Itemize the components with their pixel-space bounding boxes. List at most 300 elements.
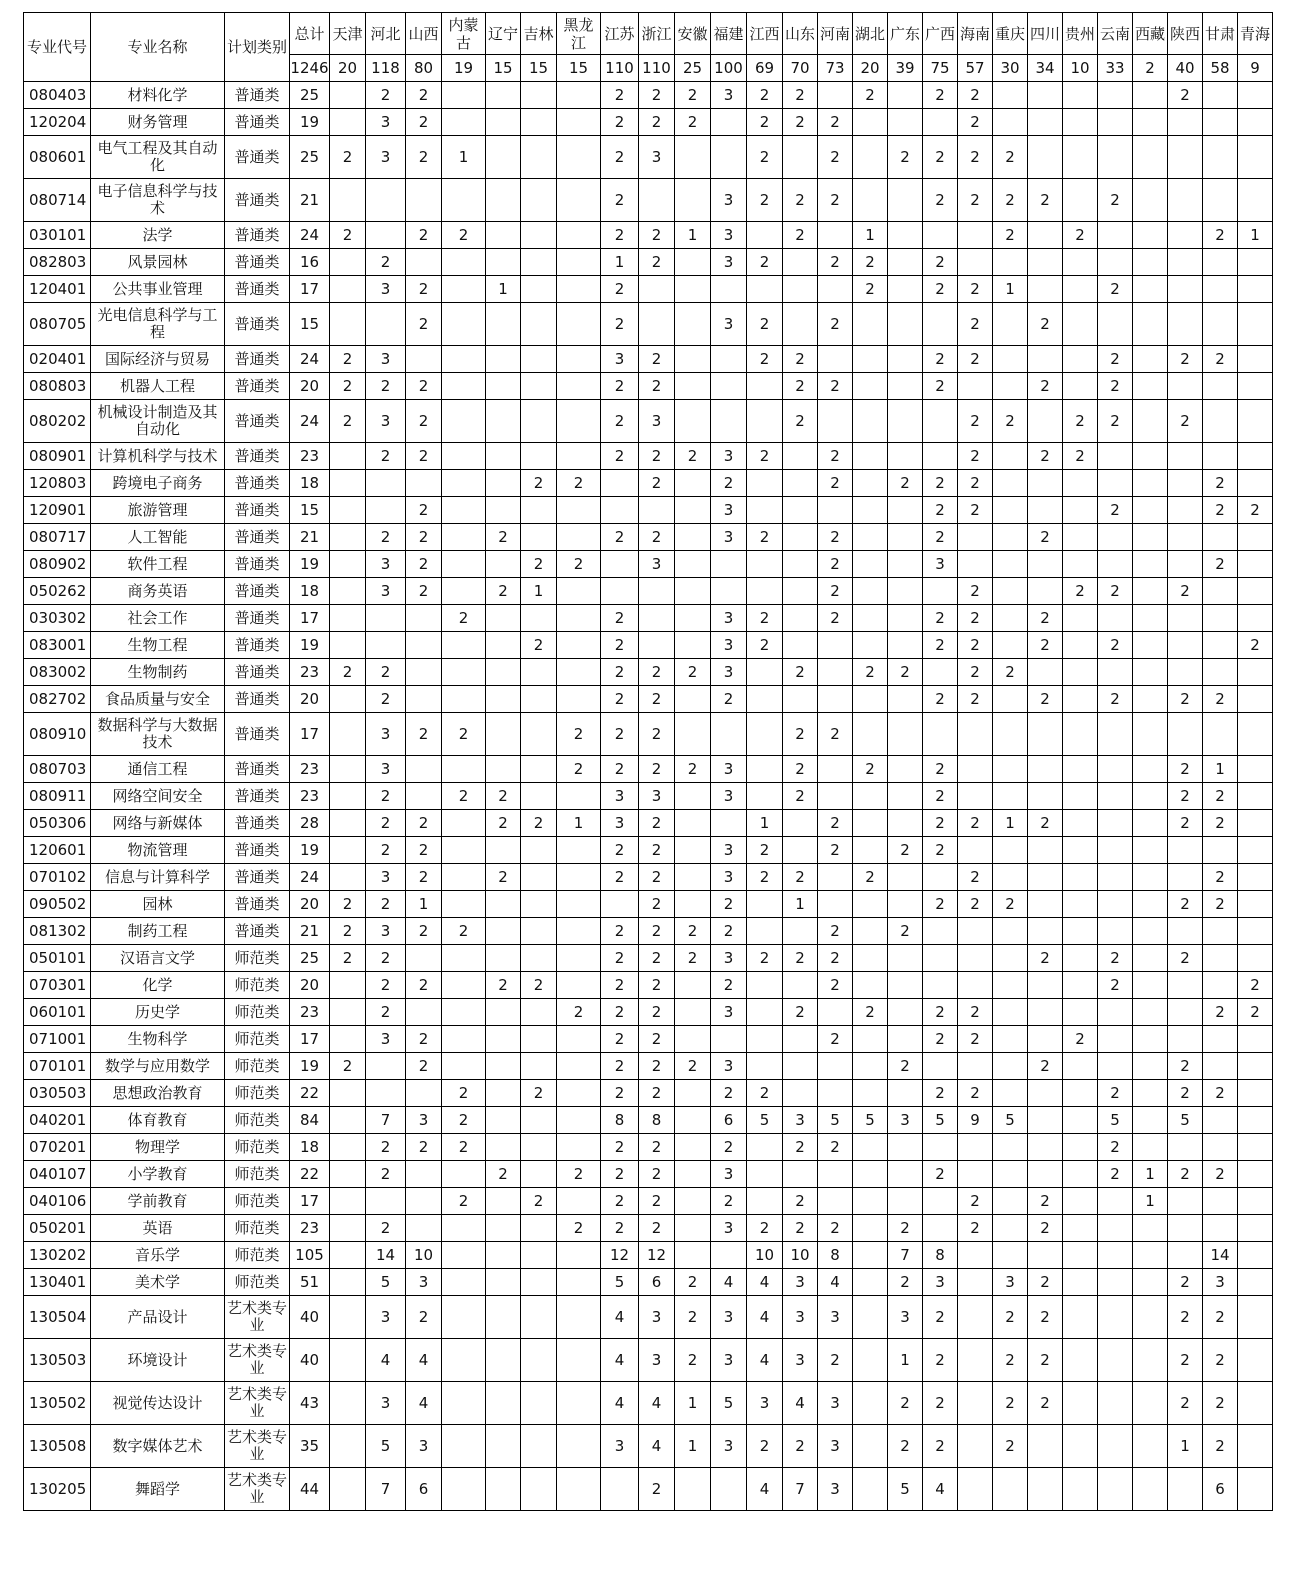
province-count-cell bbox=[853, 1188, 888, 1215]
province-count-cell: 2 bbox=[639, 945, 675, 972]
province-count-cell bbox=[1133, 82, 1168, 109]
province-count-cell: 4 bbox=[747, 1468, 783, 1511]
province-count-cell: 2 bbox=[557, 713, 601, 756]
category-cell: 普通类 bbox=[225, 82, 290, 109]
province-count-cell: 2 bbox=[639, 891, 675, 918]
province-count-cell: 2 bbox=[1028, 303, 1063, 346]
province-count-cell: 12 bbox=[639, 1242, 675, 1269]
province-count-cell bbox=[783, 810, 818, 837]
province-count-cell bbox=[747, 1188, 783, 1215]
province-count-cell bbox=[958, 1339, 993, 1382]
province-count-cell bbox=[330, 82, 366, 109]
province-count-cell bbox=[853, 837, 888, 864]
province-count-cell bbox=[1063, 659, 1098, 686]
province-count-cell bbox=[330, 470, 366, 497]
province-count-cell bbox=[1063, 524, 1098, 551]
province-count-cell bbox=[1133, 1468, 1168, 1511]
province-count-cell bbox=[1098, 443, 1133, 470]
province-count-cell bbox=[521, 1053, 557, 1080]
province-count-cell bbox=[1028, 551, 1063, 578]
province-count-cell: 2 bbox=[601, 999, 639, 1026]
province-count-cell: 2 bbox=[783, 179, 818, 222]
province-count-cell: 8 bbox=[818, 1242, 853, 1269]
header-province: 河北 bbox=[366, 13, 406, 55]
province-count-cell: 2 bbox=[958, 82, 993, 109]
province-count-cell bbox=[1063, 109, 1098, 136]
province-count-cell bbox=[993, 783, 1028, 810]
category-cell: 普通类 bbox=[225, 578, 290, 605]
table-row bbox=[24, 1080, 1273, 1107]
province-count-cell bbox=[1098, 756, 1133, 783]
province-count-cell bbox=[747, 686, 783, 713]
province-count-cell bbox=[406, 686, 442, 713]
province-count-cell bbox=[783, 972, 818, 999]
province-count-cell: 2 bbox=[923, 524, 958, 551]
province-count-cell bbox=[888, 179, 923, 222]
province-count-cell bbox=[406, 470, 442, 497]
province-count-cell bbox=[1063, 82, 1098, 109]
province-count-cell bbox=[853, 497, 888, 524]
province-count-cell: 2 bbox=[1028, 605, 1063, 632]
major-name-cell: 网络空间安全 bbox=[91, 783, 225, 810]
province-count-cell bbox=[853, 179, 888, 222]
province-count-cell bbox=[1238, 1382, 1273, 1425]
province-count-cell: 3 bbox=[639, 783, 675, 810]
province-count-cell: 2 bbox=[1063, 1026, 1098, 1053]
province-count-cell bbox=[1063, 497, 1098, 524]
province-count-cell: 8 bbox=[639, 1107, 675, 1134]
province-count-cell: 3 bbox=[711, 864, 747, 891]
province-count-cell: 10 bbox=[747, 1242, 783, 1269]
province-count-cell bbox=[1028, 109, 1063, 136]
province-count-cell: 2 bbox=[601, 605, 639, 632]
total-cell: 19 bbox=[290, 1053, 330, 1080]
province-count-cell bbox=[1133, 524, 1168, 551]
province-count-cell: 2 bbox=[521, 972, 557, 999]
table-row bbox=[24, 346, 1273, 373]
province-count-cell: 3 bbox=[366, 1026, 406, 1053]
province-count-cell: 4 bbox=[601, 1339, 639, 1382]
province-count-cell bbox=[675, 470, 711, 497]
province-count-cell bbox=[853, 605, 888, 632]
province-count-cell bbox=[783, 632, 818, 659]
province-count-cell bbox=[406, 1215, 442, 1242]
province-count-cell bbox=[1098, 303, 1133, 346]
province-count-cell: 2 bbox=[1203, 1080, 1238, 1107]
province-count-cell: 2 bbox=[406, 1026, 442, 1053]
province-count-cell bbox=[1238, 1269, 1273, 1296]
province-count-cell bbox=[521, 1242, 557, 1269]
province-count-cell: 2 bbox=[639, 999, 675, 1026]
major-name-cell: 音乐学 bbox=[91, 1242, 225, 1269]
province-count-cell: 2 bbox=[1098, 1134, 1133, 1161]
province-count-cell bbox=[1028, 222, 1063, 249]
province-count-cell bbox=[557, 179, 601, 222]
province-quota: 110 bbox=[639, 55, 675, 82]
province-quota: 69 bbox=[747, 55, 783, 82]
province-count-cell bbox=[330, 1161, 366, 1188]
province-count-cell: 2 bbox=[747, 837, 783, 864]
category-cell: 普通类 bbox=[225, 783, 290, 810]
province-count-cell bbox=[1133, 713, 1168, 756]
total-cell: 20 bbox=[290, 373, 330, 400]
province-count-cell: 2 bbox=[818, 179, 853, 222]
province-count-cell bbox=[1238, 686, 1273, 713]
province-count-cell: 2 bbox=[783, 1188, 818, 1215]
province-count-cell bbox=[675, 276, 711, 303]
province-count-cell: 3 bbox=[711, 756, 747, 783]
category-cell: 师范类 bbox=[225, 1161, 290, 1188]
header-province: 天津 bbox=[330, 13, 366, 55]
province-count-cell bbox=[1028, 864, 1063, 891]
province-count-cell bbox=[1098, 999, 1133, 1026]
province-count-cell bbox=[486, 605, 521, 632]
table-row bbox=[24, 891, 1273, 918]
province-count-cell: 2 bbox=[923, 1026, 958, 1053]
province-count-cell bbox=[557, 1080, 601, 1107]
province-count-cell: 5 bbox=[993, 1107, 1028, 1134]
province-count-cell: 3 bbox=[711, 837, 747, 864]
major-code-cell: 080902 bbox=[24, 551, 91, 578]
major-name-cell: 物流管理 bbox=[91, 837, 225, 864]
province-count-cell bbox=[639, 497, 675, 524]
province-count-cell: 2 bbox=[486, 1161, 521, 1188]
province-count-cell bbox=[675, 1080, 711, 1107]
province-count-cell bbox=[1063, 276, 1098, 303]
province-count-cell: 2 bbox=[711, 891, 747, 918]
province-count-cell bbox=[1098, 1425, 1133, 1468]
province-count-cell: 2 bbox=[366, 249, 406, 276]
major-name-cell: 汉语言文学 bbox=[91, 945, 225, 972]
table-row bbox=[24, 918, 1273, 945]
province-count-cell: 2 bbox=[1168, 945, 1203, 972]
province-count-cell: 3 bbox=[747, 1382, 783, 1425]
province-count-cell: 2 bbox=[1203, 1425, 1238, 1468]
province-count-cell bbox=[675, 249, 711, 276]
total-cell: 20 bbox=[290, 891, 330, 918]
province-count-cell: 3 bbox=[711, 1296, 747, 1339]
province-count-cell: 4 bbox=[639, 1382, 675, 1425]
province-count-cell bbox=[1028, 1242, 1063, 1269]
province-count-cell bbox=[1028, 918, 1063, 945]
province-count-cell: 2 bbox=[1168, 1080, 1203, 1107]
province-count-cell bbox=[1203, 972, 1238, 999]
province-count-cell bbox=[1028, 276, 1063, 303]
province-count-cell: 2 bbox=[330, 346, 366, 373]
province-count-cell bbox=[993, 109, 1028, 136]
province-count-cell: 2 bbox=[601, 918, 639, 945]
province-count-cell: 2 bbox=[1203, 470, 1238, 497]
province-count-cell bbox=[1063, 918, 1098, 945]
province-count-cell: 2 bbox=[639, 918, 675, 945]
province-count-cell bbox=[486, 497, 521, 524]
province-count-cell bbox=[1238, 109, 1273, 136]
major-code-cell: 120601 bbox=[24, 837, 91, 864]
province-count-cell bbox=[557, 891, 601, 918]
province-count-cell: 1 bbox=[486, 276, 521, 303]
province-count-cell bbox=[521, 1296, 557, 1339]
category-cell: 普通类 bbox=[225, 373, 290, 400]
province-count-cell bbox=[1238, 276, 1273, 303]
province-count-cell bbox=[1098, 249, 1133, 276]
province-count-cell: 2 bbox=[639, 249, 675, 276]
province-count-cell: 2 bbox=[601, 659, 639, 686]
province-count-cell bbox=[993, 249, 1028, 276]
province-count-cell bbox=[1063, 1425, 1098, 1468]
province-count-cell bbox=[993, 443, 1028, 470]
province-count-cell bbox=[486, 1080, 521, 1107]
province-count-cell bbox=[557, 1468, 601, 1511]
province-count-cell: 2 bbox=[993, 400, 1028, 443]
province-count-cell bbox=[993, 756, 1028, 783]
province-count-cell bbox=[1203, 249, 1238, 276]
table-row bbox=[24, 222, 1273, 249]
major-name-cell: 商务英语 bbox=[91, 578, 225, 605]
province-count-cell bbox=[442, 551, 486, 578]
major-name-cell: 软件工程 bbox=[91, 551, 225, 578]
province-count-cell: 2 bbox=[923, 1425, 958, 1468]
major-code-cell: 080705 bbox=[24, 303, 91, 346]
table-row bbox=[24, 756, 1273, 783]
province-count-cell: 2 bbox=[557, 1215, 601, 1242]
province-count-cell bbox=[818, 497, 853, 524]
province-count-cell: 2 bbox=[1168, 783, 1203, 810]
province-count-cell bbox=[958, 713, 993, 756]
province-count-cell: 2 bbox=[923, 276, 958, 303]
major-code-cell: 080703 bbox=[24, 756, 91, 783]
major-name-cell: 财务管理 bbox=[91, 109, 225, 136]
province-count-cell bbox=[711, 346, 747, 373]
province-count-cell bbox=[1203, 524, 1238, 551]
province-count-cell: 1 bbox=[1168, 1425, 1203, 1468]
province-count-cell bbox=[958, 1134, 993, 1161]
province-count-cell: 2 bbox=[923, 1339, 958, 1382]
province-count-cell: 3 bbox=[711, 249, 747, 276]
province-count-cell: 5 bbox=[853, 1107, 888, 1134]
province-count-cell bbox=[1098, 783, 1133, 810]
province-count-cell bbox=[747, 276, 783, 303]
province-count-cell: 3 bbox=[923, 1269, 958, 1296]
province-count-cell: 2 bbox=[958, 1026, 993, 1053]
province-count-cell bbox=[1133, 1215, 1168, 1242]
province-count-cell bbox=[1063, 1188, 1098, 1215]
province-count-cell bbox=[442, 1242, 486, 1269]
province-count-cell bbox=[993, 1161, 1028, 1188]
major-name-cell: 风景园林 bbox=[91, 249, 225, 276]
province-count-cell: 5 bbox=[1098, 1107, 1133, 1134]
province-count-cell: 3 bbox=[366, 756, 406, 783]
province-count-cell: 2 bbox=[406, 1053, 442, 1080]
province-count-cell: 2 bbox=[888, 1053, 923, 1080]
province-count-cell bbox=[330, 686, 366, 713]
province-count-cell bbox=[486, 1026, 521, 1053]
province-count-cell: 1 bbox=[747, 810, 783, 837]
province-count-cell bbox=[1168, 999, 1203, 1026]
province-count-cell: 2 bbox=[601, 524, 639, 551]
total-cell: 22 bbox=[290, 1161, 330, 1188]
province-count-cell: 1 bbox=[1133, 1188, 1168, 1215]
category-cell: 普通类 bbox=[225, 497, 290, 524]
total-cell: 40 bbox=[290, 1296, 330, 1339]
province-count-cell bbox=[442, 179, 486, 222]
province-count-cell: 2 bbox=[888, 1382, 923, 1425]
province-count-cell bbox=[993, 605, 1028, 632]
category-cell: 普通类 bbox=[225, 756, 290, 783]
province-count-cell bbox=[1098, 837, 1133, 864]
province-count-cell bbox=[406, 659, 442, 686]
province-count-cell: 5 bbox=[711, 1382, 747, 1425]
province-count-cell: 2 bbox=[747, 605, 783, 632]
province-count-cell: 4 bbox=[818, 1269, 853, 1296]
province-count-cell: 2 bbox=[1203, 1339, 1238, 1382]
category-cell: 师范类 bbox=[225, 1134, 290, 1161]
province-count-cell: 2 bbox=[486, 864, 521, 891]
province-count-cell bbox=[521, 918, 557, 945]
province-count-cell bbox=[888, 303, 923, 346]
total-cell: 19 bbox=[290, 632, 330, 659]
province-count-cell: 4 bbox=[923, 1468, 958, 1511]
province-count-cell bbox=[1063, 1296, 1098, 1339]
table-row bbox=[24, 713, 1273, 756]
province-count-cell: 2 bbox=[1168, 1296, 1203, 1339]
province-count-cell bbox=[747, 578, 783, 605]
province-count-cell bbox=[1063, 1107, 1098, 1134]
province-count-cell: 2 bbox=[366, 1215, 406, 1242]
table-row bbox=[24, 1107, 1273, 1134]
province-count-cell bbox=[406, 1188, 442, 1215]
table-row bbox=[24, 837, 1273, 864]
province-count-cell bbox=[1238, 1296, 1273, 1339]
province-count-cell bbox=[675, 400, 711, 443]
province-count-cell bbox=[442, 891, 486, 918]
province-count-cell bbox=[818, 891, 853, 918]
province-count-cell bbox=[1238, 659, 1273, 686]
province-count-cell bbox=[1133, 1242, 1168, 1269]
province-count-cell: 2 bbox=[406, 810, 442, 837]
admission-plan-table-container bbox=[23, 12, 1273, 1511]
province-count-cell: 3 bbox=[406, 1269, 442, 1296]
major-name-cell: 体育教育 bbox=[91, 1107, 225, 1134]
province-count-cell bbox=[406, 756, 442, 783]
province-count-cell: 3 bbox=[993, 1269, 1028, 1296]
province-count-cell bbox=[1028, 1161, 1063, 1188]
province-count-cell: 2 bbox=[1098, 632, 1133, 659]
province-count-cell bbox=[442, 945, 486, 972]
province-count-cell bbox=[557, 1339, 601, 1382]
province-count-cell bbox=[818, 1080, 853, 1107]
province-count-cell: 2 bbox=[1098, 972, 1133, 999]
province-count-cell: 3 bbox=[711, 632, 747, 659]
header-province: 云南 bbox=[1098, 13, 1133, 55]
province-count-cell: 3 bbox=[601, 346, 639, 373]
province-count-cell bbox=[1098, 891, 1133, 918]
province-count-cell bbox=[1098, 1053, 1133, 1080]
province-count-cell bbox=[1098, 713, 1133, 756]
province-count-cell: 2 bbox=[818, 249, 853, 276]
province-count-cell bbox=[639, 303, 675, 346]
province-count-cell bbox=[486, 373, 521, 400]
province-count-cell bbox=[675, 497, 711, 524]
province-count-cell: 2 bbox=[818, 136, 853, 179]
province-count-cell bbox=[675, 810, 711, 837]
province-count-cell: 2 bbox=[330, 222, 366, 249]
province-count-cell: 2 bbox=[1168, 400, 1203, 443]
major-name-cell: 舞蹈学 bbox=[91, 1468, 225, 1511]
province-count-cell bbox=[557, 1382, 601, 1425]
province-count-cell: 4 bbox=[747, 1296, 783, 1339]
province-count-cell bbox=[639, 632, 675, 659]
province-count-cell: 2 bbox=[1063, 222, 1098, 249]
province-count-cell bbox=[557, 837, 601, 864]
province-count-cell: 4 bbox=[406, 1339, 442, 1382]
province-count-cell bbox=[1133, 999, 1168, 1026]
category-cell: 普通类 bbox=[225, 713, 290, 756]
province-count-cell: 2 bbox=[1028, 1188, 1063, 1215]
major-code-cell: 020401 bbox=[24, 346, 91, 373]
major-name-cell: 机械设计制造及其自动化 bbox=[91, 400, 225, 443]
province-count-cell: 3 bbox=[366, 918, 406, 945]
province-count-cell: 2 bbox=[711, 972, 747, 999]
province-count-cell bbox=[1063, 1053, 1098, 1080]
major-name-cell: 国际经济与贸易 bbox=[91, 346, 225, 373]
province-count-cell bbox=[958, 1161, 993, 1188]
table-row bbox=[24, 1425, 1273, 1468]
province-count-cell: 7 bbox=[366, 1107, 406, 1134]
province-count-cell: 2 bbox=[406, 400, 442, 443]
province-count-cell bbox=[521, 1134, 557, 1161]
province-count-cell bbox=[1098, 659, 1133, 686]
province-count-cell bbox=[1098, 864, 1133, 891]
province-count-cell bbox=[1133, 1080, 1168, 1107]
province-count-cell: 3 bbox=[1203, 1269, 1238, 1296]
province-count-cell bbox=[958, 1425, 993, 1468]
province-count-cell bbox=[1168, 373, 1203, 400]
province-count-cell bbox=[406, 999, 442, 1026]
province-count-cell bbox=[557, 1296, 601, 1339]
province-count-cell bbox=[1063, 891, 1098, 918]
province-count-cell bbox=[406, 179, 442, 222]
province-count-cell: 2 bbox=[747, 864, 783, 891]
province-count-cell bbox=[1238, 945, 1273, 972]
province-count-cell bbox=[442, 1382, 486, 1425]
province-count-cell bbox=[1098, 1188, 1133, 1215]
province-count-cell: 4 bbox=[406, 1382, 442, 1425]
province-count-cell: 2 bbox=[853, 276, 888, 303]
province-count-cell: 2 bbox=[1203, 810, 1238, 837]
province-count-cell: 2 bbox=[1028, 1269, 1063, 1296]
province-count-cell: 2 bbox=[639, 686, 675, 713]
province-count-cell bbox=[1238, 837, 1273, 864]
province-quota: 30 bbox=[993, 55, 1028, 82]
header-major-code: 专业代号 bbox=[24, 13, 91, 82]
major-code-cell: 050306 bbox=[24, 810, 91, 837]
province-quota: 80 bbox=[406, 55, 442, 82]
province-count-cell bbox=[1098, 918, 1133, 945]
province-count-cell bbox=[521, 783, 557, 810]
province-count-cell bbox=[853, 136, 888, 179]
province-count-cell: 2 bbox=[406, 109, 442, 136]
major-code-cell: 081302 bbox=[24, 918, 91, 945]
province-count-cell: 2 bbox=[818, 373, 853, 400]
province-count-cell: 2 bbox=[923, 470, 958, 497]
province-count-cell: 2 bbox=[923, 346, 958, 373]
province-count-cell bbox=[958, 222, 993, 249]
province-count-cell: 2 bbox=[1028, 810, 1063, 837]
total-cell: 19 bbox=[290, 837, 330, 864]
major-name-cell: 生物工程 bbox=[91, 632, 225, 659]
province-count-cell bbox=[330, 1339, 366, 1382]
major-code-cell: 130202 bbox=[24, 1242, 91, 1269]
